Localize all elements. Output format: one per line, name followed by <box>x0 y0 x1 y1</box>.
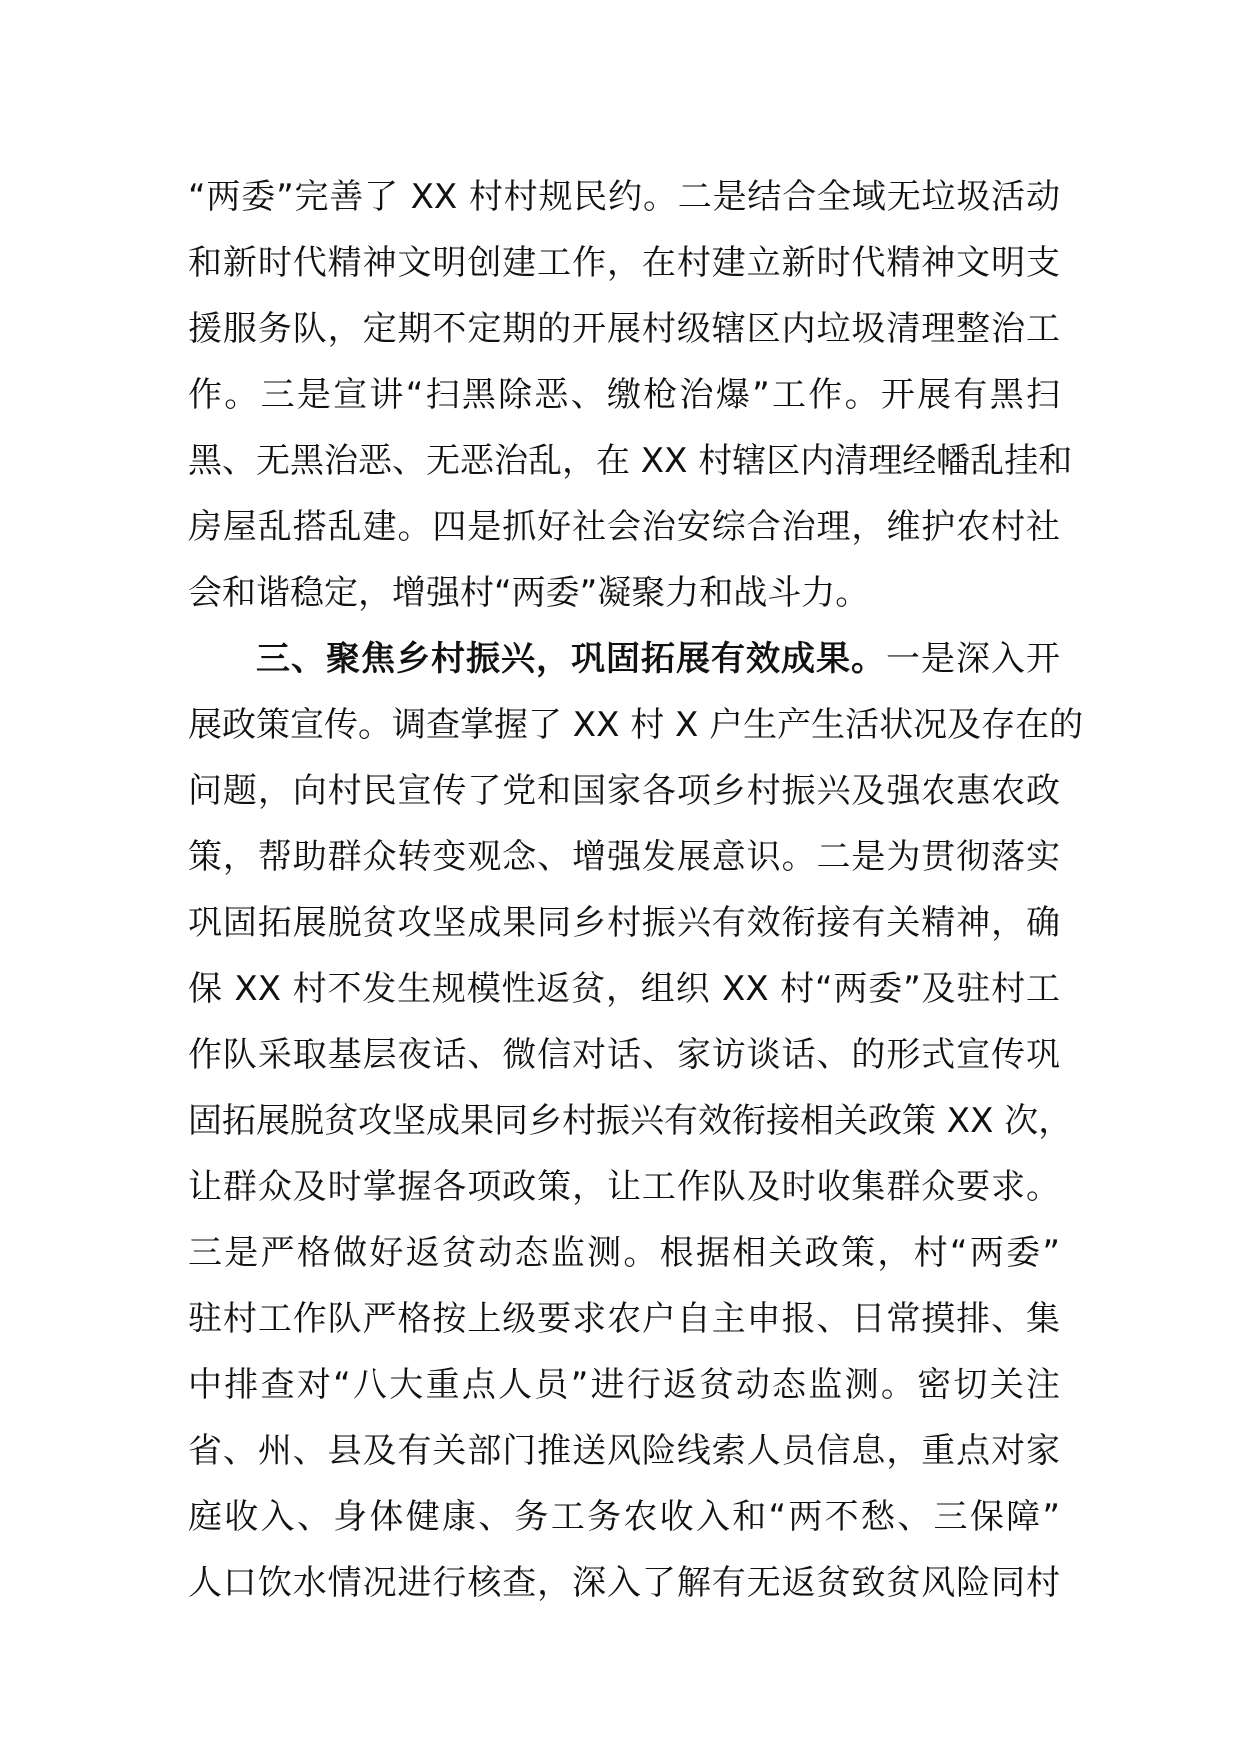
section-heading: 三、聚焦乡村振兴，巩固拓展有效成果。 <box>256 639 886 679</box>
text-line: 会和谐稳定，增强村“两委”凝聚力和战斗力。 <box>188 573 870 613</box>
text-line: 驻村工作队严格按上级要求农户自主申报、日常摸排、集 <box>188 1299 1060 1339</box>
text-line: 省、州、县及有关部门推送风险线索人员信息，重点对家 <box>188 1431 1060 1471</box>
text-line: 房屋乱搭乱建。四是抓好社会治安综合治理，维护农村社 <box>188 507 1060 547</box>
text-line: 策，帮助群众转变观念、增强发展意识。二是为贯彻落实 <box>188 837 1060 877</box>
text-line: 让群众及时掌握各项政策，让工作队及时收集群众要求。 <box>188 1167 1060 1207</box>
text-line: 展政策宣传。调查掌握了 XX 村 X 户生产生活状况及存在的 <box>188 705 1084 745</box>
text-line: 庭收入、身体健康、务工务农收入和“两不愁、三保障” <box>188 1497 1060 1537</box>
text-line: 黑、无黑治恶、无恶治乱，在 XX 村辖区内清理经幡乱挂和 <box>188 441 1073 481</box>
section-heading-line <box>188 626 1060 692</box>
text-line: 固拓展脱贫攻坚成果同乡村振兴有效衔接相关政策 XX 次， <box>188 1101 1073 1141</box>
text-line: 问题，向村民宣传了党和国家各项乡村振兴及强农惠农政 <box>188 771 1060 811</box>
section-heading-continuation: 一是深入开 <box>886 639 1060 679</box>
text-line: 人口饮水情况进行核查，深入了解有无返贫致贫风险同村 <box>188 1563 1060 1603</box>
body-text <box>188 164 1084 1616</box>
text-line: 三是严格做好返贫动态监测。根据相关政策，村“两委” <box>188 1233 1060 1273</box>
text-line: 中排查对“八大重点人员”进行返贫动态监测。密切关注 <box>188 1365 1060 1405</box>
text-line: 巩固拓展脱贫攻坚成果同乡村振兴有效衔接有关精神，确 <box>188 903 1060 943</box>
text-line: 作。三是宣讲“扫黑除恶、缴枪治爆”工作。开展有黑扫 <box>188 375 1060 415</box>
text-line: 作队采取基层夜话、微信对话、家访谈话、的形式宣传巩 <box>188 1035 1060 1075</box>
text-line: “两委”完善了 XX 村村规民约。二是结合全域无垃圾活动 <box>188 177 1060 217</box>
text-line: 援服务队，定期不定期的开展村级辖区内垃圾清理整治工 <box>188 309 1060 349</box>
text-line: 保 XX 村不发生规模性返贫，组织 XX 村“两委”及驻村工 <box>188 969 1060 1009</box>
text-line: 和新时代精神文明创建工作，在村建立新时代精神文明支 <box>188 243 1060 283</box>
